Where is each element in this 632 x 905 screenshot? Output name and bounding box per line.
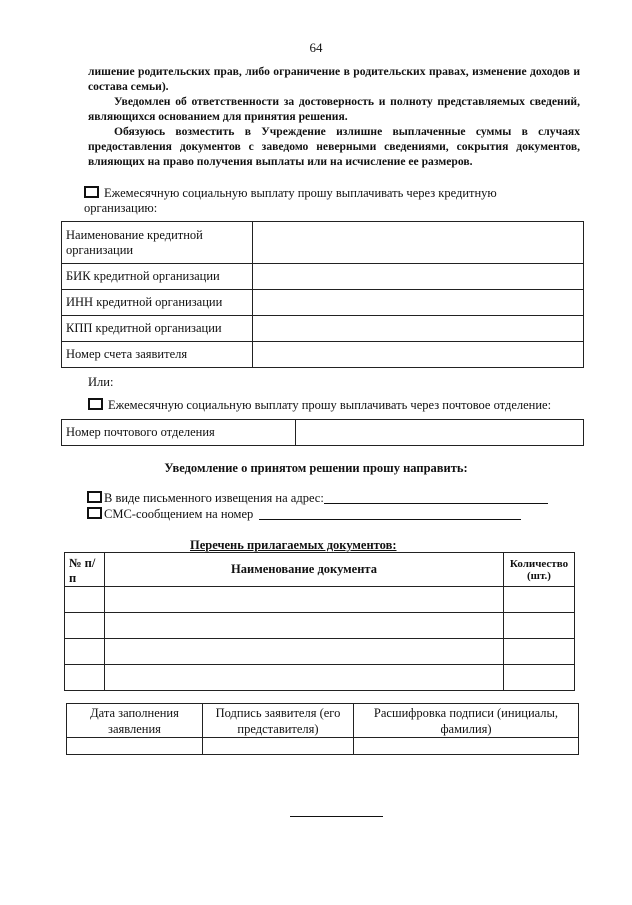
- or-label: Или:: [88, 375, 114, 389]
- doc-name-cell[interactable]: [105, 665, 504, 691]
- date-label: Дата заполнения заявления: [67, 704, 203, 738]
- column-quantity-header: Количество (шт.): [504, 553, 575, 587]
- table-row: [62, 222, 584, 264]
- inn-field[interactable]: [253, 290, 584, 316]
- post-office-label: Номер почтового отделения: [62, 420, 296, 446]
- table-row: [65, 665, 575, 691]
- bank-name-field[interactable]: [253, 222, 584, 264]
- bank-option: [84, 186, 564, 216]
- bank-option-label: Ежемесячную социальную выплату прошу выплачивать через кредитную организацию:: [84, 186, 497, 215]
- doc-quantity-cell[interactable]: [504, 665, 575, 691]
- post-office-table: [61, 419, 584, 446]
- footnote-separator: [290, 816, 383, 817]
- column-name-header: Наименование документа: [105, 553, 504, 587]
- doc-quantity-cell[interactable]: [504, 587, 575, 613]
- doc-quantity-cell[interactable]: [504, 613, 575, 639]
- notification-sms-option: [87, 507, 521, 522]
- sms-number-input-line[interactable]: [259, 507, 521, 520]
- notification-heading: Уведомление о принятом решении прошу направить:: [164, 461, 468, 475]
- column-number-header: № п/п: [65, 553, 105, 587]
- doc-number-cell[interactable]: [65, 613, 105, 639]
- post-option-label: Ежемесячную социальную выплату прошу выплачивать через почтовое отделение:: [108, 398, 552, 412]
- address-option-checkbox[interactable]: [87, 491, 102, 503]
- table-row: [62, 264, 584, 290]
- table-row: [65, 587, 575, 613]
- kpp-label: КПП кредитной организации: [62, 316, 253, 342]
- doc-name-cell[interactable]: [105, 613, 504, 639]
- post-office-field[interactable]: [296, 420, 584, 446]
- table-row: [62, 316, 584, 342]
- bik-label: БИК кредитной организации: [62, 264, 253, 290]
- table-row: [62, 290, 584, 316]
- paragraph-rights-change: лишение родительских прав, либо ограничение в родительских правах, изменение доходов и состава семьи).: [88, 65, 580, 93]
- bank-option-checkbox[interactable]: [84, 186, 99, 198]
- doc-name-cell[interactable]: [105, 587, 504, 613]
- table-header-row: [65, 553, 575, 587]
- address-option-label: В виде письменного извещения на адрес:: [104, 491, 324, 505]
- bank-details-table: [61, 221, 584, 368]
- paragraph-reimbursement: Обязуюсь возместить в Учреждение излишне выплаченные суммы в случаях предоставления документов с заведомо неверными сведениями, сокрытия документов, влияющих на право получения выплаты или на исчисление ее размеров.: [88, 125, 580, 168]
- sms-option-checkbox[interactable]: [87, 507, 102, 519]
- doc-number-cell[interactable]: [65, 639, 105, 665]
- table-row: [67, 738, 579, 755]
- account-number-label: Номер счета заявителя: [62, 342, 253, 368]
- account-number-field[interactable]: [253, 342, 584, 368]
- bank-name-label: Наименование кредитной организации: [62, 222, 253, 264]
- signature-label: Подпись заявителя (его представителя): [203, 704, 354, 738]
- doc-quantity-cell[interactable]: [504, 639, 575, 665]
- date-field[interactable]: [67, 738, 203, 755]
- address-input-line[interactable]: [324, 491, 548, 504]
- inn-label: ИНН кредитной организации: [62, 290, 253, 316]
- table-row: [62, 420, 584, 446]
- table-row: [65, 639, 575, 665]
- paragraph-responsibility: Уведомлен об ответственности за достоверность и полноту представляемых сведений, являющихся основанием для принятия решения.: [88, 95, 580, 123]
- doc-number-cell[interactable]: [65, 587, 105, 613]
- signature-field[interactable]: [203, 738, 354, 755]
- signature-table: [66, 703, 579, 755]
- kpp-field[interactable]: [253, 316, 584, 342]
- signature-decoding-label: Расшифровка подписи (инициалы, фамилия): [354, 704, 579, 738]
- signature-decoding-field[interactable]: [354, 738, 579, 755]
- page-number: 64: [309, 40, 323, 55]
- doc-name-cell[interactable]: [105, 639, 504, 665]
- post-option-checkbox[interactable]: [88, 398, 103, 410]
- doc-number-cell[interactable]: [65, 665, 105, 691]
- post-option: [88, 398, 578, 413]
- sms-option-label: СМС-сообщением на номер: [104, 507, 254, 521]
- notification-address-option: [87, 491, 548, 506]
- table-row: [65, 613, 575, 639]
- table-row: [62, 342, 584, 368]
- bik-field[interactable]: [253, 264, 584, 290]
- documents-table: [64, 552, 575, 691]
- documents-heading: Перечень прилагаемых документов:: [190, 538, 397, 552]
- table-header-row: [67, 704, 579, 738]
